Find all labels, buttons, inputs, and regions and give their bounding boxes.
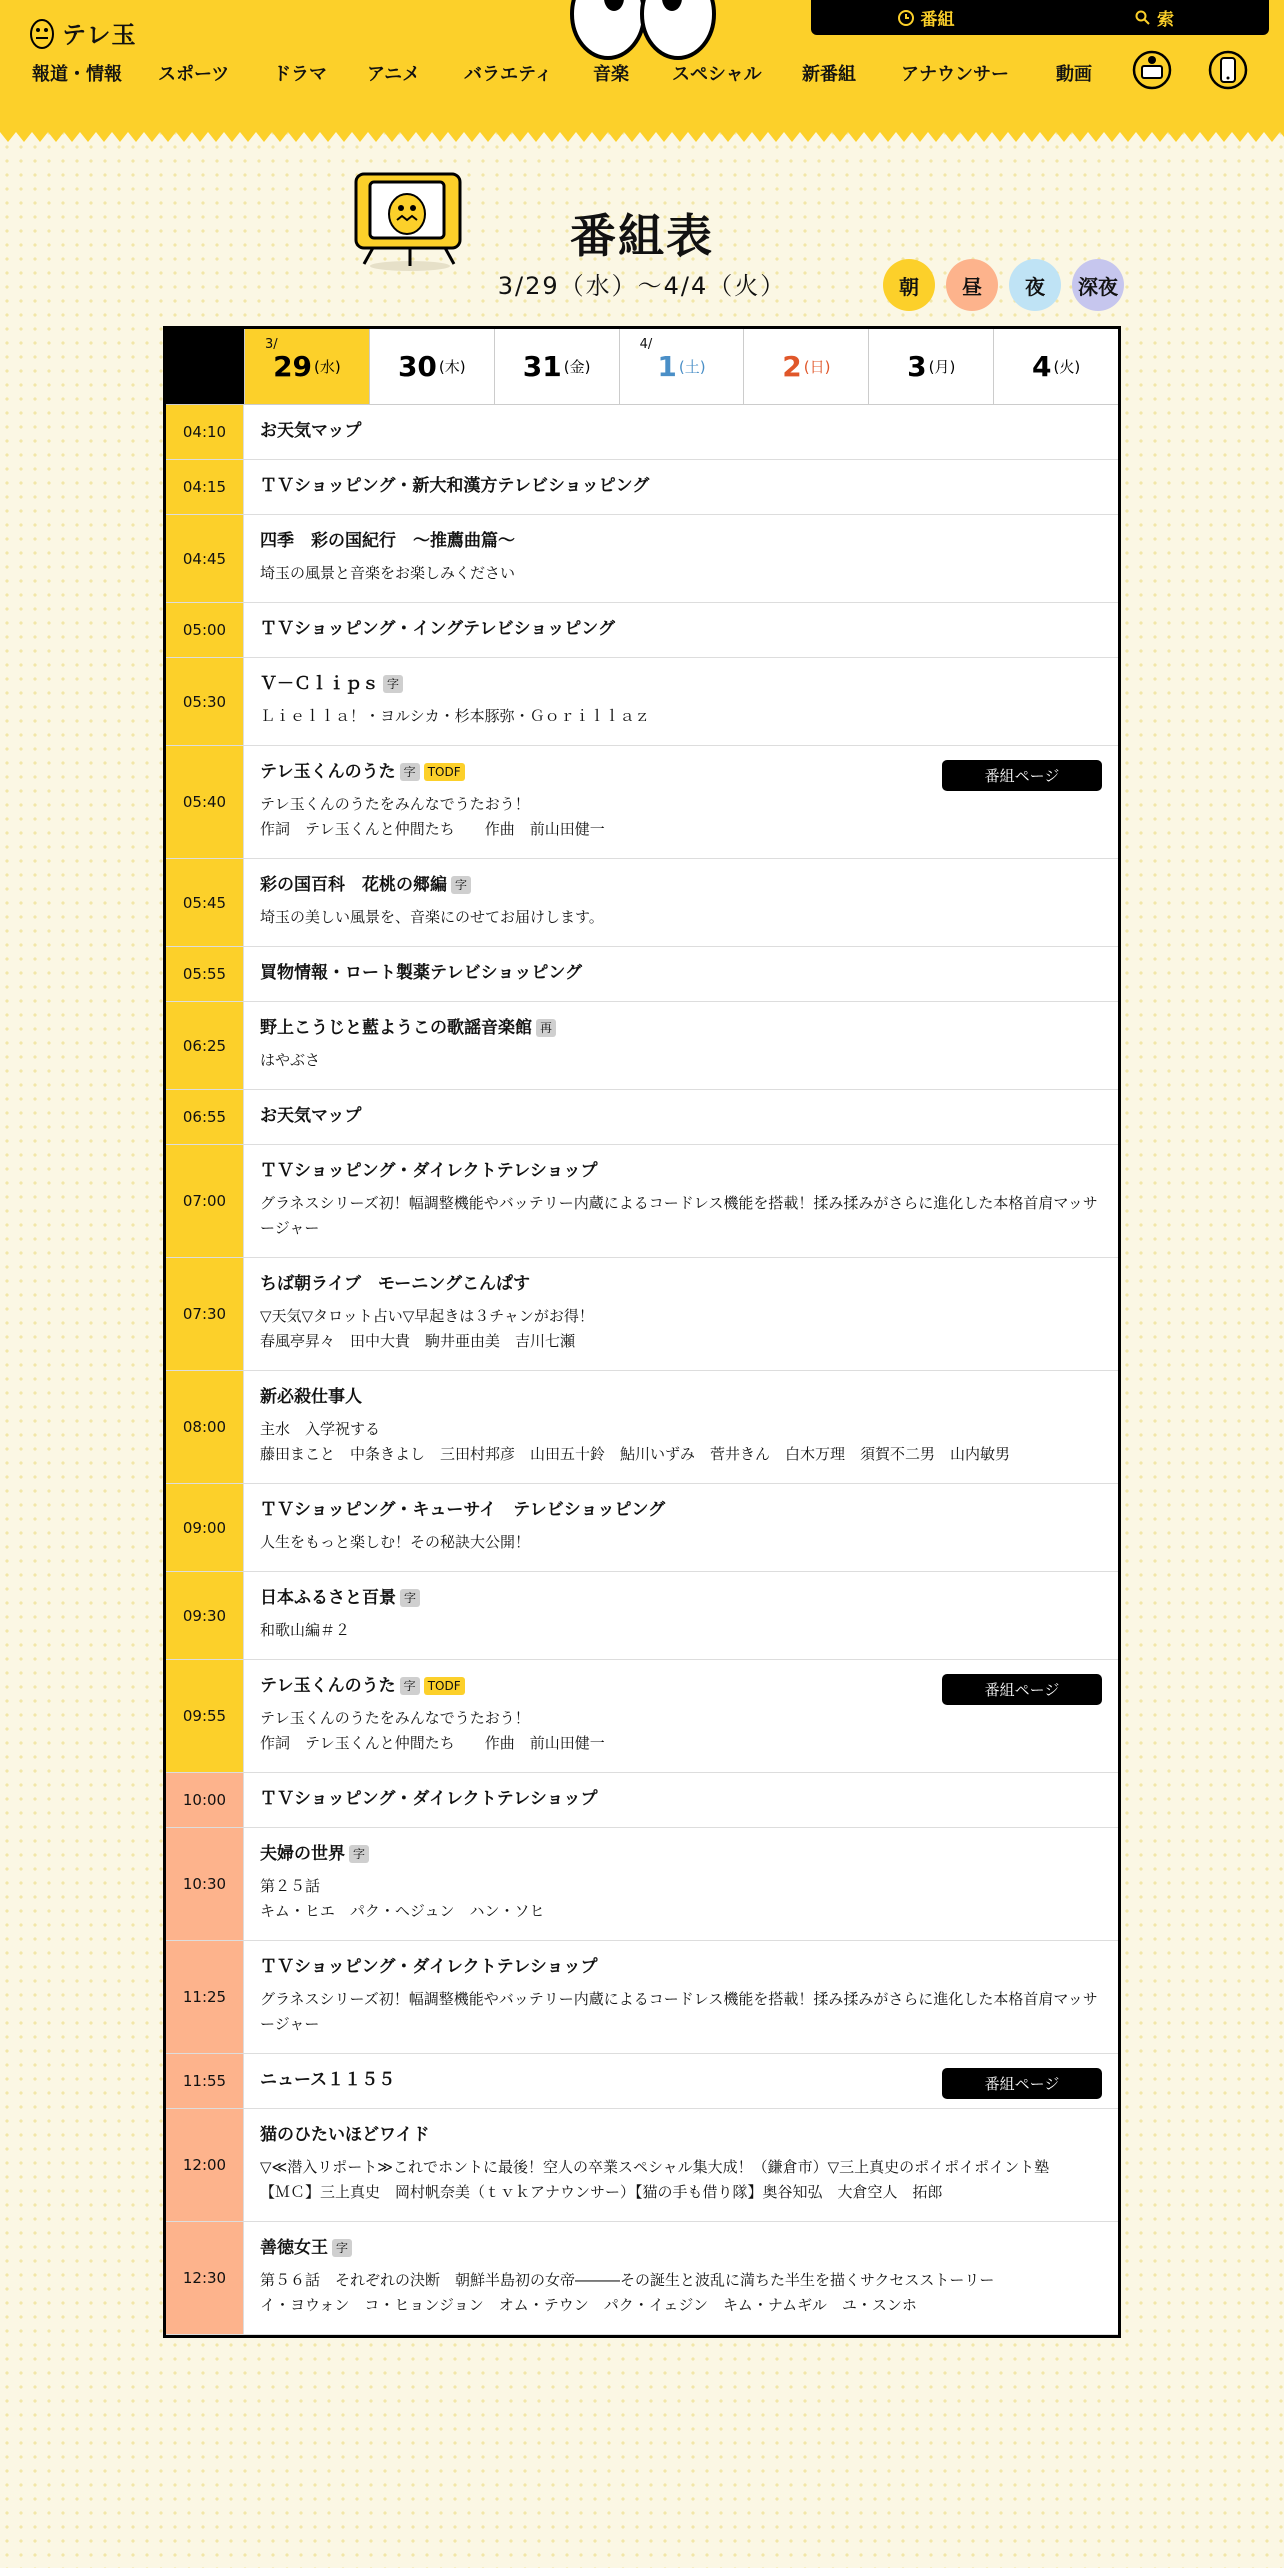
program-info: [244, 1828, 1118, 1940]
program-title-text: テレ玉くんのうた: [260, 1676, 396, 1696]
program-info: [244, 2222, 1118, 2334]
nav-music[interactable]: 音楽: [593, 64, 629, 85]
day-weekday: (金): [563, 358, 591, 376]
program-start-time: 10:30: [166, 1828, 244, 1940]
program-row[interactable]: [166, 2109, 1118, 2222]
program-start-time: 05:55: [166, 947, 244, 1001]
program-info: [244, 405, 1118, 459]
program-start-time: 08:00: [166, 1371, 244, 1483]
program-description: 人生をもっと楽しむ！その秘訣大公開！: [260, 1533, 531, 1551]
program-badge: TODF: [424, 763, 465, 781]
nav-new-programs[interactable]: 新番組: [802, 64, 856, 85]
search-link-label: 索: [1157, 10, 1174, 30]
morning-button-label: 朝: [899, 274, 919, 299]
day-weekday: (火): [1053, 358, 1081, 376]
day-month: 4/: [639, 337, 653, 352]
program-title-text: ＴＶショッピング・ダイレクトテレショップ: [260, 1789, 598, 1809]
program-title[interactable]: [260, 529, 1102, 553]
nav-special[interactable]: スペシャル: [672, 64, 762, 85]
program-title-text: Ｖ－Ｃｌｉｐｓ: [260, 674, 379, 694]
program-title[interactable]: [260, 961, 1102, 985]
page-title: 番組表: [570, 209, 714, 263]
day-number: 2: [782, 350, 802, 383]
program-info: [244, 859, 1118, 946]
program-description: ▽天気▽タロット占い▽早起きは３チャンがお得！ 春風亭昇々 田中大貴 駒井亜由美 吉川七瀬: [260, 1307, 594, 1350]
program-info: [244, 603, 1118, 657]
program-title[interactable]: [260, 1955, 1102, 1979]
program-title[interactable]: [260, 1498, 1102, 1522]
program-info: [244, 947, 1118, 1001]
mascot-logo-icon: [28, 14, 56, 50]
program-title-text: 猫のひたいほどワイド: [260, 2125, 430, 2145]
program-list: [166, 405, 1118, 2335]
night-button-label: 夜: [1025, 274, 1045, 299]
program-row[interactable]: [166, 1371, 1118, 1484]
program-badge: 字: [400, 1677, 420, 1695]
program-badge: 字: [383, 675, 403, 693]
program-start-time: 07:30: [166, 1258, 244, 1370]
program-schedule-grid: [163, 326, 1121, 2338]
program-row[interactable]: [166, 1828, 1118, 1941]
program-info: [244, 1572, 1118, 1659]
header-zigzag-edge: [0, 130, 1284, 150]
program-row[interactable]: [166, 2222, 1118, 2335]
program-description: 主水 入学祝する 藤田まこと 中条きよし 三田村邦彦 山田五十鈴 鮎川いずみ 菅井きん 白木万理 須賀不二男 山内敏男: [260, 1420, 1011, 1463]
program-title-text: 彩の国百科 花桃の郷編: [260, 875, 447, 895]
program-title-text: 夫婦の世界: [260, 1844, 345, 1864]
day-tab[interactable]: [369, 329, 494, 404]
program-title[interactable]: [260, 1104, 1102, 1128]
program-start-time: 05:45: [166, 859, 244, 946]
search-link[interactable]: [1040, 5, 1269, 30]
day-tabs: [166, 329, 1118, 405]
logo-text: テレ玉: [62, 20, 137, 49]
program-title-text: 四季 彩の国紀行 ～推薦曲篇～: [260, 531, 515, 551]
program-title[interactable]: [260, 1016, 1102, 1040]
program-title-text: ちば朝ライブ モーニングこんぱす: [260, 1274, 530, 1294]
program-description: 埼玉の風景と音楽をお楽しみください: [260, 564, 516, 582]
program-title[interactable]: [260, 873, 1102, 897]
program-row[interactable]: [166, 603, 1118, 658]
nav-videos[interactable]: 動画: [1056, 64, 1092, 85]
day-number: 30: [397, 350, 437, 383]
program-description: 埼玉の美しい風景を、音楽にのせてお届けします。: [260, 908, 604, 926]
site-header: [0, 0, 1284, 132]
program-start-time: 05:30: [166, 658, 244, 745]
program-row[interactable]: [166, 1002, 1118, 1090]
program-row[interactable]: [166, 1145, 1118, 1258]
day-weekday: (土): [678, 358, 706, 376]
program-page-button[interactable]: 番組ページ: [942, 2068, 1102, 2099]
program-title-text: ＴＶショッピング・キューサイ テレビショッピング: [260, 1500, 666, 1520]
program-row[interactable]: [166, 1572, 1118, 1660]
program-row[interactable]: [166, 1660, 1118, 1773]
search-icon: [1135, 10, 1151, 26]
day-tab[interactable]: [993, 329, 1118, 404]
program-row[interactable]: [166, 859, 1118, 947]
program-description: 和歌山編＃２: [260, 1621, 351, 1639]
program-badge: 字: [400, 1589, 420, 1607]
day-tab[interactable]: [868, 329, 993, 404]
date-range: 3/29（水）〜4/4（火）: [497, 272, 787, 300]
program-row[interactable]: [166, 1090, 1118, 1145]
teletama-mascot-icon[interactable]: [1130, 46, 1174, 90]
program-start-time: 05:00: [166, 603, 244, 657]
nav-sports[interactable]: スポーツ: [158, 64, 230, 85]
time-of-day-buttons: [883, 259, 1124, 311]
morning-button[interactable]: [883, 259, 935, 311]
day-number: 4: [1031, 350, 1052, 383]
day-tab[interactable]: [494, 329, 619, 404]
program-start-time: 11:25: [166, 1941, 244, 2053]
program-info: [244, 1002, 1118, 1089]
program-title-text: テレ玉くんのうた: [260, 762, 396, 782]
program-title-text: ＴＶショッピング・イングテレビショッピング: [260, 619, 615, 639]
schedule-link[interactable]: [811, 5, 1040, 30]
day-tabs-corner: [166, 329, 244, 404]
program-title[interactable]: [260, 419, 1102, 443]
late-night-button-label: 深夜: [1078, 274, 1118, 299]
day-month: 3/: [265, 337, 278, 352]
program-info: [244, 460, 1118, 514]
program-title-text: 日本ふるさと百景: [260, 1588, 396, 1608]
day-weekday: (月): [928, 358, 956, 376]
program-title[interactable]: [260, 1842, 1102, 1866]
clock-icon: [897, 9, 915, 27]
program-title[interactable]: [260, 617, 1102, 641]
day-number: 1: [657, 350, 677, 383]
daytime-button-label: 昼: [962, 274, 982, 299]
day-tab[interactable]: [244, 329, 369, 404]
nav-variety[interactable]: バラエティ: [464, 64, 553, 85]
program-start-time: 11:55: [166, 2054, 244, 2108]
program-title-text: 買物情報・ロート製薬テレビショッピング: [260, 963, 582, 983]
program-row[interactable]: [166, 405, 1118, 460]
program-info: [244, 1145, 1118, 1257]
day-weekday: (木): [438, 358, 466, 376]
program-info: [244, 1258, 1118, 1370]
program-start-time: 10:00: [166, 1773, 244, 1827]
program-description: Ｌｉｅｌｌａ！・ヨルシカ・杉本豚弥・Ｇｏｒｉｌｌａｚ: [260, 707, 650, 725]
late-night-button[interactable]: [1072, 259, 1124, 311]
program-start-time: 06:55: [166, 1090, 244, 1144]
program-title[interactable]: [260, 1787, 1102, 1811]
day-number: 29: [273, 350, 313, 383]
program-row[interactable]: [166, 1941, 1118, 2054]
program-badge: 再: [536, 1019, 556, 1037]
program-badge: 字: [332, 2239, 352, 2257]
program-row[interactable]: [166, 515, 1118, 603]
program-title-text: ＴＶショッピング・ダイレクトテレショップ: [260, 1161, 598, 1181]
program-title-text: お天気マップ: [260, 421, 362, 441]
program-info: [244, 1090, 1118, 1144]
program-title-text: 新必殺仕事人: [260, 1387, 362, 1407]
nav-anime[interactable]: アニメ: [367, 64, 421, 85]
program-row[interactable]: [166, 1258, 1118, 1371]
program-info: [244, 1484, 1118, 1571]
program-description: グラネスシリーズ初！幅調整機能やバッテリー内蔵によるコードレス機能を搭載！揉み揉みがさらに進化した本格首肩マッサージャー: [260, 1990, 1098, 2033]
program-badge: TODF: [424, 1677, 465, 1695]
program-info: [244, 746, 1118, 858]
program-badge: 字: [349, 1845, 369, 1863]
program-info: [244, 2109, 1118, 2221]
program-title[interactable]: [260, 2123, 1102, 2147]
program-info: [244, 658, 1118, 745]
program-start-time: 09:00: [166, 1484, 244, 1571]
program-row[interactable]: [166, 658, 1118, 746]
program-info: [244, 2054, 1118, 2108]
program-page-button[interactable]: 番組ページ: [942, 1674, 1102, 1705]
program-row[interactable]: [166, 947, 1118, 1002]
day-weekday: (水): [314, 358, 341, 376]
program-title[interactable]: [260, 1272, 1102, 1296]
program-info: [244, 515, 1118, 602]
program-start-time: 09:30: [166, 1572, 244, 1659]
program-start-time: 06:25: [166, 1002, 244, 1089]
program-info: [244, 1371, 1118, 1483]
program-start-time: 05:40: [166, 746, 244, 858]
program-info: [244, 1941, 1118, 2053]
program-title[interactable]: [260, 474, 1102, 498]
program-title[interactable]: [260, 672, 1102, 696]
program-badge: 字: [400, 763, 420, 781]
program-start-time: 12:00: [166, 2109, 244, 2221]
day-tab[interactable]: [619, 329, 744, 404]
nav-news[interactable]: 報道・情報: [32, 64, 122, 85]
day-weekday: (日): [803, 358, 831, 376]
schedule-link-label: 番組: [920, 10, 955, 30]
program-start-time: 07:00: [166, 1145, 244, 1257]
program-start-time: 04:15: [166, 460, 244, 514]
night-button[interactable]: [1009, 259, 1061, 311]
nav-drama[interactable]: ドラマ: [273, 64, 327, 85]
program-title-text: ＴＶショッピング・新大和漢方テレビショッピング: [260, 476, 650, 496]
program-start-time: 04:10: [166, 405, 244, 459]
program-info: [244, 1660, 1118, 1772]
program-row[interactable]: [166, 1484, 1118, 1572]
program-row[interactable]: [166, 460, 1118, 515]
program-title[interactable]: [260, 1159, 1102, 1183]
app-phone-icon[interactable]: [1206, 46, 1250, 90]
day-number: 3: [907, 350, 927, 383]
program-title-text: ＴＶショッピング・ダイレクトテレショップ: [260, 1957, 598, 1977]
program-title-text: お天気マップ: [260, 1106, 362, 1126]
program-title[interactable]: [260, 1586, 1102, 1610]
program-row[interactable]: [166, 746, 1118, 859]
program-badge: 字: [451, 876, 471, 894]
top-utility-bar: [811, 0, 1269, 35]
program-description: テレ玉くんのうたをみんなでうたおう！ 作詞 テレ玉くんと仲間たち 作曲 前山田健一: [260, 795, 605, 838]
program-start-time: 12:30: [166, 2222, 244, 2334]
program-description: ▽≪潜入リポート≫これでホントに最後！空人の卒業スペシャル集大成！（鎌倉市）▽三上真史のポイポイポイント塾 【ＭＣ】三上真史 岡村帆奈美（ｔｖｋアナウンサー）【猫の手も借り隊】奥谷知弘 大倉空人 拓郎: [260, 2158, 1050, 2201]
program-description: テレ玉くんのうたをみんなでうたおう！ 作詞 テレ玉くんと仲間たち 作曲 前山田健一: [260, 1709, 605, 1752]
program-title[interactable]: [260, 2236, 1102, 2260]
program-start-time: 04:45: [166, 515, 244, 602]
day-number: 31: [522, 350, 562, 383]
program-title-text: 野上こうじと藍ようこの歌謡音楽館: [260, 1018, 532, 1038]
program-title-text: 善徳女王: [260, 2238, 328, 2258]
program-row[interactable]: [166, 2054, 1118, 2109]
program-description: 第５６話 それぞれの決断 朝鮮半島初の女帝―――その誕生と波乱に満ちた半生を描くサクセスストーリー イ・ヨウォン コ・ヒョンジョン オム・テウン パク・イェジン キム・ナムギル ユ・スンホ: [260, 2271, 995, 2314]
mascot-eyes-icon: [568, 0, 718, 62]
site-logo[interactable]: [28, 14, 137, 50]
nav-announcers[interactable]: アナウンサー: [901, 64, 1009, 85]
program-start-time: 09:55: [166, 1660, 244, 1772]
day-tab[interactable]: [743, 329, 868, 404]
program-info: [244, 1773, 1118, 1827]
program-title[interactable]: [260, 1385, 1102, 1409]
program-description: グラネスシリーズ初！幅調整機能やバッテリー内蔵によるコードレス機能を搭載！揉み揉みがさらに進化した本格首肩マッサージャー: [260, 1194, 1098, 1237]
program-title-text: ニュース１１５５: [260, 2070, 396, 2090]
program-row[interactable]: [166, 1773, 1118, 1828]
daytime-button[interactable]: [946, 259, 998, 311]
program-description: 第２５話 キム・ヒエ パク・ヘジュン ハン・ソヒ: [260, 1877, 545, 1920]
program-page-button[interactable]: 番組ページ: [942, 760, 1102, 791]
program-description: はやぶさ: [260, 1051, 321, 1069]
